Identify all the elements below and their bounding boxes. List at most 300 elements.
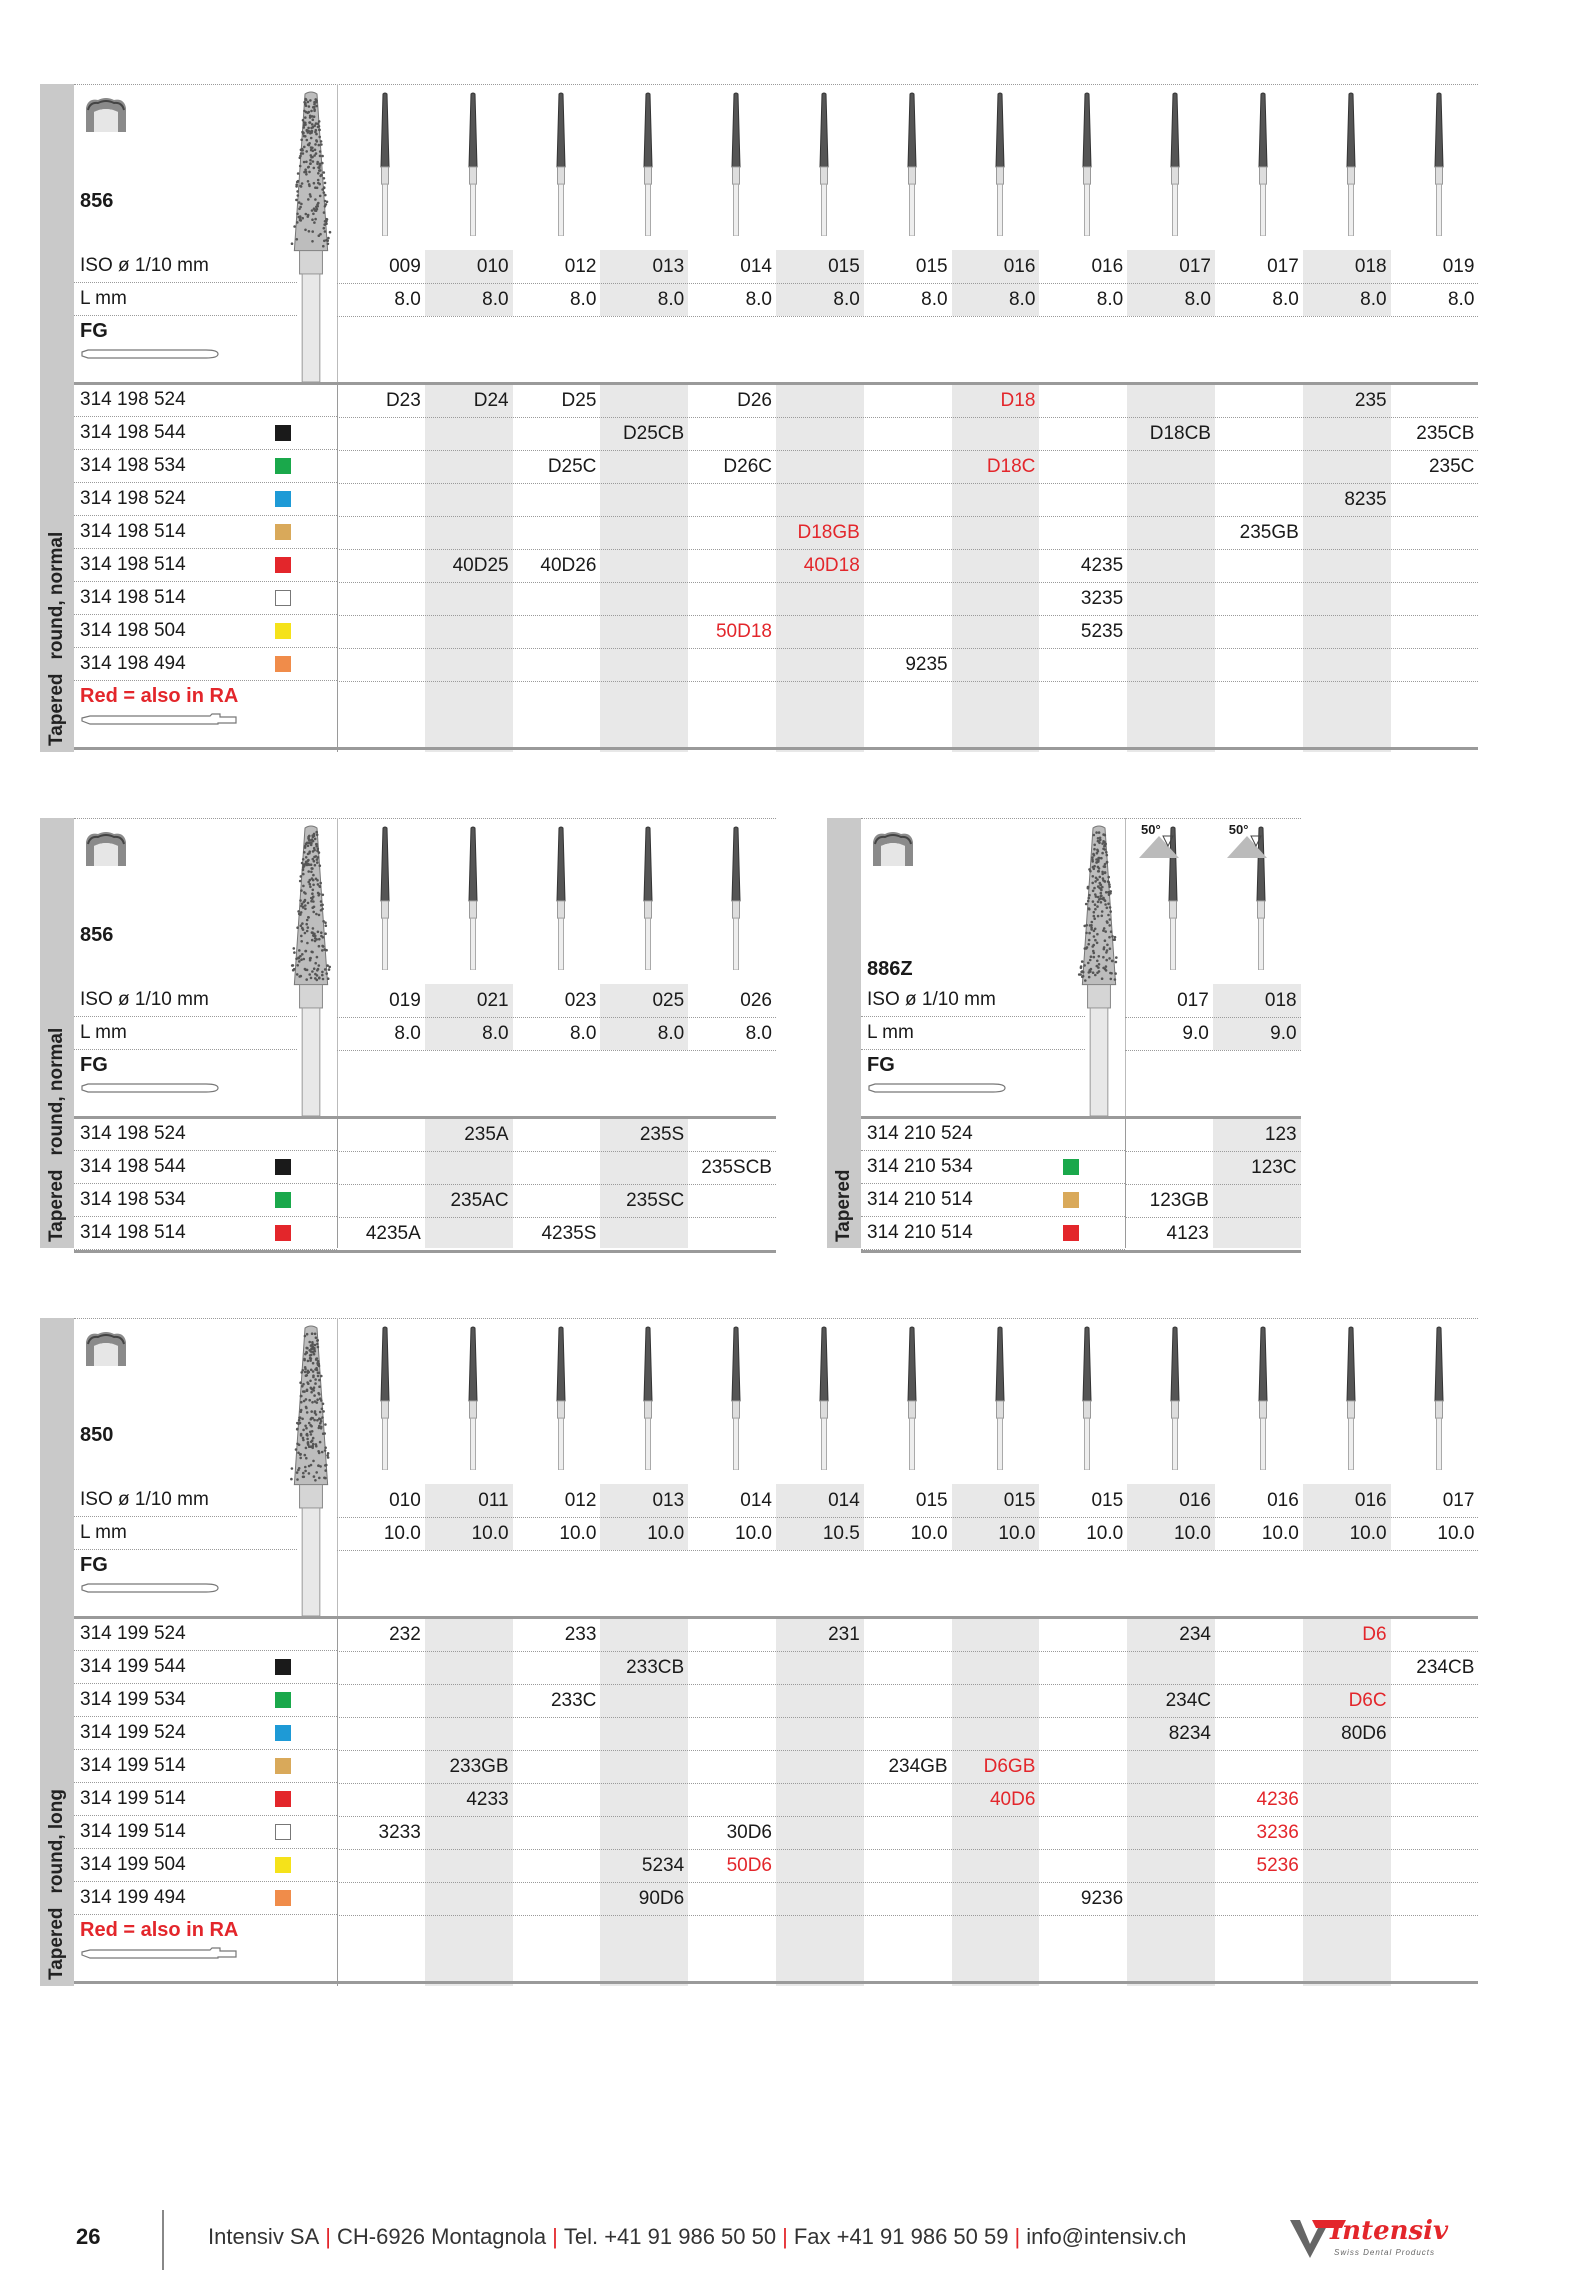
shank-type: FG (80, 1554, 108, 1576)
color-ring-swatch (275, 1659, 291, 1675)
iso-value: 013 (652, 1489, 685, 1511)
iso-value: 012 (564, 1489, 597, 1511)
article-code (425, 1882, 513, 1915)
bur-size-icon (463, 1326, 483, 1470)
article-code (337, 1717, 425, 1750)
article-code (1127, 450, 1215, 483)
article-code (1215, 549, 1303, 582)
article-code (776, 648, 864, 681)
article-code (1127, 1783, 1215, 1816)
iso-value: 017 (1177, 989, 1209, 1011)
bur-size-icon (814, 1326, 834, 1470)
brand-tagline: Swiss Dental Products (1334, 2248, 1436, 2257)
article-code (513, 582, 601, 615)
brand-logo (1288, 2212, 1478, 2268)
table-bottom-rule (74, 1250, 776, 1253)
fg-shank-icon (80, 1580, 220, 1596)
article-code: 40D26 (540, 554, 597, 576)
article-code (337, 1151, 425, 1184)
article-code: 5234 (641, 1854, 685, 1876)
length-value: 10.0 (1174, 1522, 1211, 1544)
article-code (1303, 1816, 1391, 1849)
iso-value: 023 (564, 989, 597, 1011)
article-code (1303, 1651, 1391, 1684)
article-code (425, 1684, 513, 1717)
article-code (1391, 1783, 1479, 1816)
article-code (1303, 615, 1391, 648)
reference-number: 314 210 534 (867, 1156, 973, 1177)
article-code (1303, 417, 1391, 450)
iso-label-text: ISO ø 1/10 mm (867, 989, 996, 1010)
article-code (864, 1618, 952, 1651)
reference-label (74, 1618, 337, 1651)
article-code (952, 1849, 1040, 1882)
article-code: 233GB (449, 1755, 509, 1777)
article-code (1391, 1717, 1479, 1750)
article-code: 123 (1264, 1123, 1297, 1145)
article-code (776, 615, 864, 648)
model-number: 856 (80, 924, 114, 946)
bur-size-icon (463, 826, 483, 970)
article-code (1039, 483, 1127, 516)
bur-size-icon (638, 1326, 658, 1470)
reference-label (861, 1217, 1125, 1250)
reference-number: 314 199 544 (80, 1656, 186, 1677)
article-code (864, 450, 952, 483)
article-code (513, 1118, 601, 1151)
article-code (337, 417, 425, 450)
article-code (688, 1217, 776, 1250)
article-code (1127, 615, 1215, 648)
product-section-856 (40, 84, 1480, 752)
bur-size-icon (726, 826, 746, 970)
article-code (1039, 1684, 1127, 1717)
article-code: 235S (639, 1123, 685, 1145)
article-code (600, 450, 688, 483)
length-value: 10.0 (647, 1522, 685, 1544)
reference-number: 314 198 524 (80, 1123, 186, 1144)
article-code: 4233 (466, 1788, 509, 1810)
length-value: 8.0 (1447, 288, 1475, 310)
table-bottom-rule (861, 1250, 1301, 1253)
iso-value: 017 (1179, 255, 1211, 277)
reference-label (74, 1684, 337, 1717)
color-ring-swatch (1063, 1225, 1079, 1241)
fg-band (337, 1050, 776, 1118)
tooth-crown-icon (869, 828, 917, 870)
category-subtype: round, normal (46, 1027, 67, 1156)
tooth-crown-icon (82, 1328, 130, 1370)
article-code (688, 1618, 776, 1651)
length-label (74, 1517, 297, 1550)
reference-label (74, 615, 337, 648)
top-rule (861, 818, 1301, 819)
table-bottom-rule (74, 747, 1478, 750)
category-sidebar (40, 818, 74, 1248)
article-code (1215, 1651, 1303, 1684)
reference-number: 314 198 524 (80, 488, 186, 509)
article-code (1215, 1684, 1303, 1717)
category-label (46, 1014, 68, 1242)
article-code: 3233 (378, 1821, 421, 1843)
article-code (1215, 384, 1303, 417)
bur-size-icon (990, 92, 1010, 236)
article-code: 40D25 (452, 554, 509, 576)
article-code: D24 (473, 389, 509, 411)
reference-number: 314 199 514 (80, 1755, 186, 1776)
article-code: 9236 (1080, 1887, 1124, 1909)
reference-label (74, 1151, 337, 1184)
reference-number: 314 199 514 (80, 1788, 186, 1809)
iso-value: 025 (652, 989, 685, 1011)
article-code (688, 1717, 776, 1750)
article-code: 5235 (1080, 620, 1124, 642)
article-code (688, 516, 776, 549)
iso-value: 015 (828, 255, 860, 277)
article-code: 4235A (365, 1222, 421, 1244)
category-subtype: round, long (46, 1789, 67, 1894)
article-code: 123GB (1149, 1189, 1209, 1211)
bur-size-icon (1341, 1326, 1361, 1470)
article-code (1215, 450, 1303, 483)
article-code: 8235 (1344, 488, 1387, 510)
article-code: 235SCB (701, 1156, 772, 1178)
length-label (74, 1017, 297, 1050)
reference-label (861, 1118, 1125, 1151)
reference-number: 314 210 514 (867, 1222, 973, 1243)
angle-icon (1225, 824, 1269, 860)
article-code (1303, 648, 1391, 681)
article-code: 50D6 (726, 1854, 772, 1876)
article-code (1127, 1882, 1215, 1915)
bur-size-icon (375, 826, 395, 970)
bur-size-icon (1077, 1326, 1097, 1470)
article-code (337, 1651, 425, 1684)
reference-label (74, 417, 337, 450)
iso-value: 018 (1354, 255, 1387, 277)
article-code (1039, 1651, 1127, 1684)
length-value: 10.0 (383, 1522, 421, 1544)
reference-number: 314 210 514 (867, 1189, 973, 1210)
article-code (688, 1184, 776, 1217)
reference-label (74, 1816, 337, 1849)
article-code: D18CB (1149, 422, 1211, 444)
article-code: 231 (828, 1623, 860, 1645)
article-code (337, 648, 425, 681)
article-code (425, 1651, 513, 1684)
length-value: 10.5 (822, 1522, 860, 1544)
article-code (337, 1783, 425, 1816)
fg-shank-icon (80, 346, 220, 362)
article-code (688, 483, 776, 516)
article-code (1215, 1717, 1303, 1750)
article-code: D6GB (983, 1755, 1036, 1777)
color-ring-swatch (275, 1758, 291, 1774)
article-code (864, 615, 952, 648)
article-code (513, 483, 601, 516)
article-code (1391, 1849, 1479, 1882)
reference-number: 314 199 504 (80, 1854, 186, 1875)
article-code (425, 483, 513, 516)
length-value: 10.0 (1086, 1522, 1124, 1544)
article-code: 235SC (626, 1189, 685, 1211)
article-code (1391, 648, 1479, 681)
article-code: 234C (1165, 1689, 1211, 1711)
iso-value: 017 (1442, 1489, 1475, 1511)
iso-value: 019 (1442, 255, 1475, 277)
category-shape: Tapered (46, 1907, 67, 1980)
article-code (1215, 483, 1303, 516)
article-code (337, 615, 425, 648)
iso-value: 015 (1091, 1489, 1124, 1511)
article-code (425, 450, 513, 483)
article-code (688, 648, 776, 681)
article-code (864, 582, 952, 615)
article-code (1127, 384, 1215, 417)
article-code (688, 1684, 776, 1717)
reference-number: 314 198 534 (80, 1189, 186, 1210)
bur-size-icon (1165, 92, 1185, 236)
article-code (600, 384, 688, 417)
fg-shank-icon (867, 1080, 1007, 1096)
iso-value: 016 (1354, 1489, 1387, 1511)
bur-size-icon (1429, 92, 1449, 236)
reference-label (74, 1651, 337, 1684)
article-code (1391, 582, 1479, 615)
bur-size-icon (1253, 92, 1273, 236)
article-code (513, 1882, 601, 1915)
tooth-crown-icon (82, 828, 130, 870)
article-code (1127, 1816, 1215, 1849)
reference-number: 314 198 514 (80, 554, 186, 575)
article-code (688, 417, 776, 450)
color-ring-swatch (275, 1192, 291, 1208)
article-code (600, 516, 688, 549)
article-code: 233C (550, 1689, 597, 1711)
row-rule (337, 1915, 1478, 1916)
article-code: D6C (1348, 1689, 1387, 1711)
article-code (1039, 1849, 1127, 1882)
length-value: 8.0 (482, 1022, 509, 1044)
top-rule (74, 84, 1478, 85)
reference-label (74, 648, 337, 681)
reference-number: 314 198 494 (80, 653, 186, 674)
article-code (864, 1816, 952, 1849)
reference-label (74, 1217, 337, 1250)
article-code (1391, 516, 1479, 549)
article-code (688, 1882, 776, 1915)
bur-size-icon (375, 1326, 395, 1470)
article-code (513, 516, 601, 549)
iso-value: 016 (1179, 1489, 1211, 1511)
ra-shank-icon (80, 711, 240, 727)
article-code (513, 1184, 601, 1217)
article-code (776, 582, 864, 615)
iso-value: 016 (1091, 255, 1124, 277)
color-ring-swatch (275, 1692, 291, 1708)
article-code (1215, 582, 1303, 615)
article-code (1391, 1618, 1479, 1651)
article-code (1039, 1783, 1127, 1816)
article-code (337, 450, 425, 483)
article-code (1127, 582, 1215, 615)
article-code (1039, 450, 1127, 483)
footer-address: CH-6926 Montagnola (337, 2224, 547, 2249)
reference-number: 314 210 524 (867, 1123, 973, 1144)
bur-size-icon (1341, 92, 1361, 236)
article-code (688, 1118, 776, 1151)
reference-label (74, 483, 337, 516)
article-code (1127, 1849, 1215, 1882)
bur-size-icon (902, 1326, 922, 1470)
angle-label: 50° (1141, 822, 1161, 837)
bur-size-icon (1429, 1326, 1449, 1470)
bur-size-icon (1077, 92, 1097, 236)
length-label (74, 283, 297, 316)
article-code: 40D18 (803, 554, 860, 576)
bur-size-icon (1253, 1326, 1273, 1470)
article-code (337, 1184, 425, 1217)
footer-separator: | (552, 2224, 558, 2249)
bur-size-icon (551, 92, 571, 236)
article-code (1303, 582, 1391, 615)
length-value: 10.0 (910, 1522, 948, 1544)
model-number: 850 (80, 1424, 114, 1446)
angle-icon (1137, 824, 1181, 860)
len-rule (337, 1550, 1478, 1551)
article-code (337, 1684, 425, 1717)
article-code: D23 (385, 389, 421, 411)
len-rule (337, 1050, 776, 1051)
article-code (337, 1118, 425, 1151)
length-value: 8.0 (1360, 288, 1387, 310)
article-code (600, 1684, 688, 1717)
article-code (513, 1151, 601, 1184)
color-ring-swatch (275, 1725, 291, 1741)
ra-note: Red = also in RA (80, 1919, 239, 1941)
article-code: 9235 (905, 653, 948, 675)
length-value: 8.0 (833, 288, 860, 310)
product-section-850 (40, 1318, 1480, 1986)
article-code (600, 1783, 688, 1816)
reference-label (861, 1184, 1125, 1217)
iso-value: 009 (389, 255, 421, 277)
iso-label (74, 250, 297, 283)
reference-label (74, 1849, 337, 1882)
ra-note: Red = also in RA (80, 685, 239, 707)
article-code (337, 1882, 425, 1915)
article-code (1303, 549, 1391, 582)
bur-size-icon (463, 92, 483, 236)
bur-size-icon (990, 1326, 1010, 1470)
article-code: 235GB (1239, 521, 1299, 543)
article-code: D25CB (622, 422, 685, 444)
article-code (1215, 615, 1303, 648)
category-sidebar (40, 1318, 74, 1986)
article-code (776, 1750, 864, 1783)
article-code (688, 1750, 776, 1783)
length-value: 9.0 (1182, 1022, 1209, 1044)
bur-size-icon (375, 92, 395, 236)
article-code: D25C (547, 455, 597, 477)
reference-label (74, 1717, 337, 1750)
article-code (1127, 1651, 1215, 1684)
bur-size-icon (551, 826, 571, 970)
article-code (1039, 1717, 1127, 1750)
iso-value: 019 (389, 989, 421, 1011)
article-code (1039, 384, 1127, 417)
color-ring-swatch (275, 425, 291, 441)
iso-label-text: ISO ø 1/10 mm (80, 1489, 209, 1510)
page-footer (0, 2210, 1569, 2270)
category-shape: Tapered (46, 673, 67, 746)
length-label-text: L mm (80, 1522, 127, 1543)
length-value: 9.0 (1270, 1022, 1297, 1044)
category-sidebar (827, 818, 861, 1248)
fg-band (337, 1550, 1478, 1618)
article-code (952, 1717, 1040, 1750)
brand-name: Intensiv (1330, 2216, 1449, 2246)
article-code (425, 1618, 513, 1651)
article-code (1213, 1217, 1301, 1250)
top-rule (74, 818, 776, 819)
reference-number: 314 198 544 (80, 1156, 186, 1177)
article-code (337, 549, 425, 582)
article-code: 235CB (1416, 422, 1475, 444)
article-code (600, 1618, 688, 1651)
length-value: 8.0 (657, 288, 685, 310)
reference-label (74, 1882, 337, 1915)
shank-type: FG (80, 320, 108, 342)
length-value: 8.0 (482, 288, 509, 310)
article-code (1391, 483, 1479, 516)
article-code: 235C (1428, 455, 1475, 477)
reference-label (74, 549, 337, 582)
article-code (864, 1717, 952, 1750)
article-code (1039, 417, 1127, 450)
category-label (46, 518, 68, 746)
article-code (600, 1717, 688, 1750)
article-code (952, 615, 1040, 648)
article-code: 4236 (1256, 1788, 1299, 1810)
article-code (1125, 1151, 1213, 1184)
shank-type: FG (80, 1054, 108, 1076)
length-label-text: L mm (80, 1022, 127, 1043)
article-code: 235AC (450, 1189, 509, 1211)
length-label-text: L mm (80, 288, 127, 309)
footer-separator: | (782, 2224, 788, 2249)
article-code (425, 648, 513, 681)
shank-type: FG (867, 1054, 895, 1076)
len-rule (337, 316, 1478, 317)
article-code (952, 417, 1040, 450)
article-code (600, 1816, 688, 1849)
article-code (1391, 1684, 1479, 1717)
article-code (776, 1651, 864, 1684)
article-code (425, 615, 513, 648)
article-code (776, 450, 864, 483)
diamond-bur-illustration (285, 90, 337, 382)
reference-number: 314 199 534 (80, 1689, 186, 1710)
article-code (1391, 1750, 1479, 1783)
footer-fax: Fax +41 91 986 50 59 (793, 2224, 1009, 2249)
article-code (864, 516, 952, 549)
article-code: 80D6 (1341, 1722, 1387, 1744)
reference-number: 314 199 514 (80, 1821, 186, 1842)
footer-email: info@intensiv.ch (1026, 2224, 1187, 2249)
article-code (776, 384, 864, 417)
article-code (1391, 1816, 1479, 1849)
